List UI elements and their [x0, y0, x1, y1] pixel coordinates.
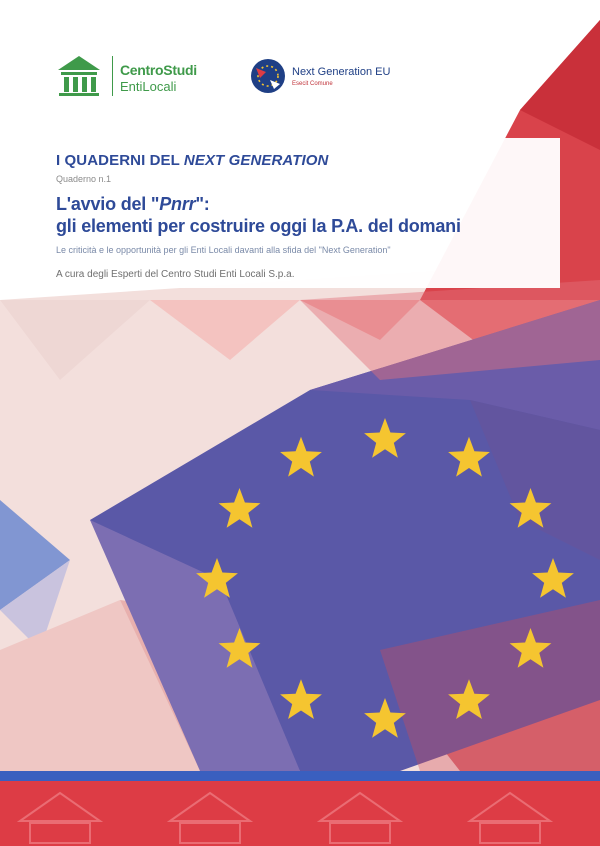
building-icon [56, 54, 102, 98]
centro-studi-logo [56, 52, 226, 102]
footer-buildings-pattern [0, 781, 600, 846]
footer-blue-stripe [0, 771, 600, 781]
subtitle: Le criticità e le opportunità per gli Enti Locali davanti alla sfida del "Next Generation" [56, 245, 391, 255]
eu-badge-icon [250, 58, 286, 94]
logo-text-tagline: Esecit Comune [292, 81, 333, 87]
next-generation-logo [250, 58, 430, 98]
logo-text-next-generation: Next Generation EU [292, 66, 391, 78]
logo-text-centro-studi: CentroStudi [120, 62, 197, 78]
series-title: I QUADERNI DEL NEXT GENERATION [56, 152, 329, 169]
main-title-line1: L'avvio del "Pnrr": [56, 194, 210, 214]
footer-red-band [0, 781, 600, 846]
issue-number: Quaderno n.1 [56, 174, 112, 184]
logo-divider [112, 56, 113, 96]
logo-text-enti-locali: EntiLocali [120, 79, 177, 94]
main-title-line2: gli elementi per costruire oggi la P.A. del domani [56, 216, 461, 236]
curated-by: A cura degli Esperti del Centro Studi Enti Locali S.p.a. [56, 269, 295, 280]
